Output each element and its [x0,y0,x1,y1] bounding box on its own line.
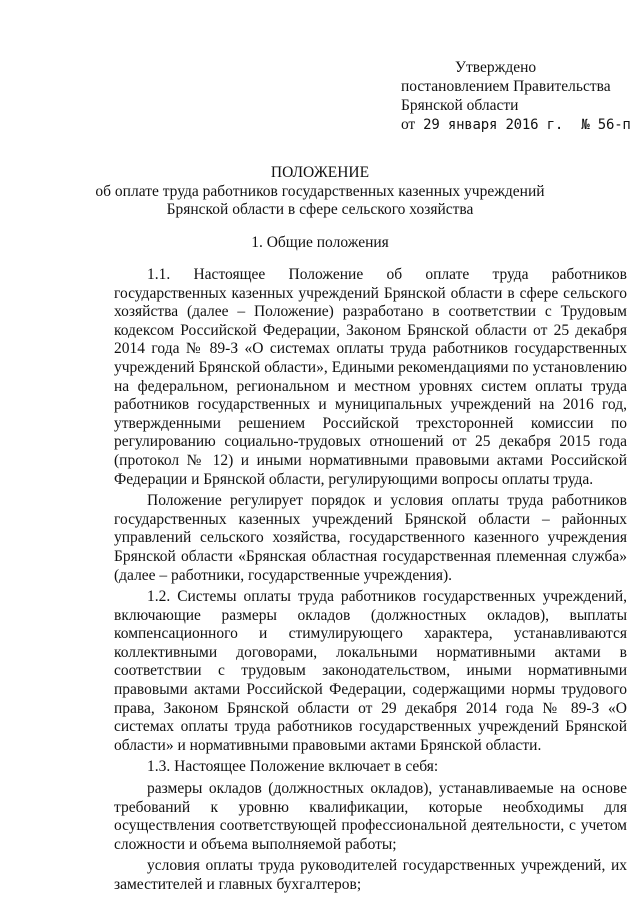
document-title [95,164,545,220]
approval-line-region: Брянской области [401,97,519,114]
approval-number: № 56-п [581,117,631,133]
paragraph-1-3: 1.3. Настоящее Положение включает в себя: [147,758,439,776]
approval-date-prefix: от [401,116,415,133]
section-heading: 1. Общие положения [251,234,389,251]
paragraph-1-2: 1.2. Системы оплаты труда работников государственных учреждений, включающие размеры окладов (должностных окладов), выплаты компенсационного и стимулирующего характера, устанавливаются коллективными договорами, локальными нормативными актами в соответствии с трудовым законодательством, иными нормативными правовыми актами Российской Федерации, содержащими нормы трудового права, Законом Брянской области от 29 декабря 2014 года № 89-З «О системах оплаты труда работников государственных учреждений Брянской области» и нормативными правовыми актами Брянской области. [114,588,627,754]
approval-line-resolution: постановлением Правительства [401,78,611,95]
title-subject: об оплате труда работников государственных казенных учреждений [95,182,545,200]
title-scope: Брянской области в сфере сельского хозяйства [166,201,474,218]
paragraph-salary-sizes: размеры окладов (должностных окладов), устанавливаемые на основе требований к уровню квалификации, которые необходимы для осуществления соответствующей профессиональной деятельности, с учетом сложности и объема выполняемой работы; [114,780,627,853]
approval-line-approved: Утверждено [455,59,537,76]
title-heading: ПОЛОЖЕНИЕ [270,164,370,181]
document-body [114,266,627,898]
approval-date: 29 января 2016 г. [423,117,564,133]
approval-date-line [401,115,631,135]
approval-stamp [401,58,631,135]
paragraph-1-1: 1.1. Настоящее Положение об оплате труда работников государственных казенных учреждений Брянской области в сфере сельского хозяйства (далее – Положение) разработано в соответствии с Трудовым кодексом Российской Федерации, Законом Брянской области от 25 декабря 2014 года № 89-З «О системах оплаты труда работников государственных учреждений Брянской области», Едиными рекомендациями по установлению на федеральном, региональном и местном уровнях систем оплаты труда работников государственных и муниципальных учреждений на 2016 год, утвержденными решением Российской трехсторонней комиссии по регулированию социально-трудовых отношений от 25 декабря 2015 года (протокол № 12) и иными нормативными правовыми актами Российской Федерации и Брянской области, регулирующими вопросы оплаты труда. [114,266,627,488]
paragraph-management-pay: условия оплаты труда руководителей государственных учреждений, их заместителей и главных бухгалтеров; [114,857,627,893]
paragraph-scope: Положение регулирует порядок и условия оплаты труда работников государственных казенных учреждений Брянской области – районных управлений сельского хозяйства, государственного казенного учреждения Брянской области «Брянская областная государственная племенная служба» (далее – работники, государственные учреждения). [114,492,627,584]
